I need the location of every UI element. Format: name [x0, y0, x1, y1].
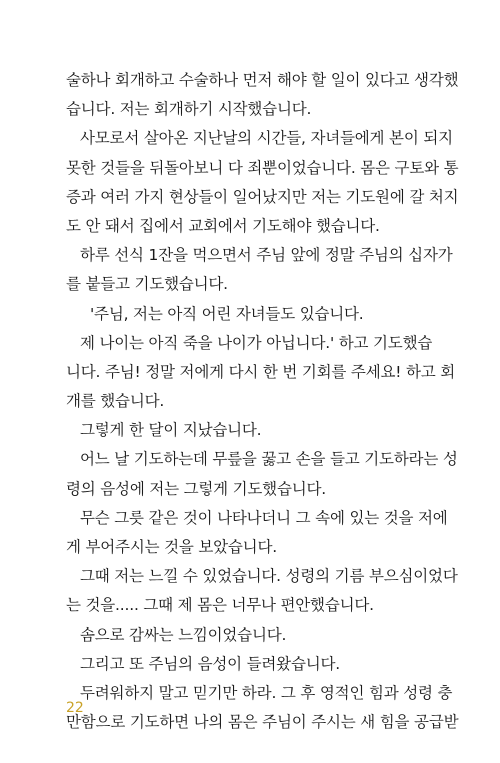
text-line: 게 부어주시는 것을 보았습니다.	[66, 538, 277, 556]
text-line: 술하나 회개하고 수술하나 먼저 해야 할 일이 있다고 생각했	[66, 71, 459, 89]
text-line: '주님, 저는 아직 어린 자녀들도 있습니다.	[90, 304, 364, 323]
text-line: 령의 음성에 저는 그렇게 기도했습니다.	[66, 479, 327, 498]
text-line: 제 나이는 아직 죽을 나이가 아닙니다.' 하고 기도했습	[80, 333, 433, 352]
text-line: 를 붙들고 기도했습니다.	[66, 275, 228, 294]
text-line: 그렇게 한 달이 지났습니다.	[80, 421, 262, 440]
text-line: 못한 것들을 뒤돌아보니 다 죄뿐이었습니다. 몸은 구토와 통	[66, 158, 459, 177]
text-line: 는 것을..... 그때 제 몸은 너무나 편안했습니다.	[66, 596, 374, 615]
text-line: 어느 날 기도하는데 무릎을 꿇고 손을 들고 기도하라는 성	[80, 450, 458, 469]
text-line: 그리고 또 주님의 음성이 들려왔습니다.	[80, 654, 341, 673]
text-line: 두려워하지 말고 믿기만 하라. 그 후 영적인 힘과 성령 충	[80, 683, 453, 702]
text-line: 하루 선식 1잔을 먹으면서 주님 앞에 정말 주님의 십자가	[80, 246, 453, 265]
text-line: 증과 여러 가지 현상들이 일어났지만 저는 기도원에 갈 처지	[66, 187, 459, 206]
text-line: 무슨 그릇 같은 것이 나타나더니 그 속에 있는 것을 저에	[80, 508, 448, 527]
text-line: 니다. 주님! 정말 저에게 다시 한 번 기회를 주세요! 하고 회	[66, 362, 456, 381]
text-line: 습니다. 저는 회개하기 시작했습니다.	[66, 100, 312, 119]
text-line: 도 안 돼서 집에서 교회에서 기도해야 했습니다.	[66, 216, 380, 235]
text-line: 솜으로 감싸는 느낌이었습니다.	[80, 625, 287, 644]
text-line: 사모로서 살아온 지난날의 시간들, 자녀들에게 본이 되지	[80, 129, 453, 148]
text-line: 개를 했습니다.	[66, 392, 165, 411]
text-line: 그때 저는 느낄 수 있었습니다. 성령의 기름 부으심이었다	[80, 567, 458, 586]
body-text	[66, 66, 462, 737]
page-number: 22	[66, 700, 84, 716]
text-line: 만함으로 기도하면 나의 몸은 주님이 주시는 새 힘을 공급받	[66, 713, 459, 732]
